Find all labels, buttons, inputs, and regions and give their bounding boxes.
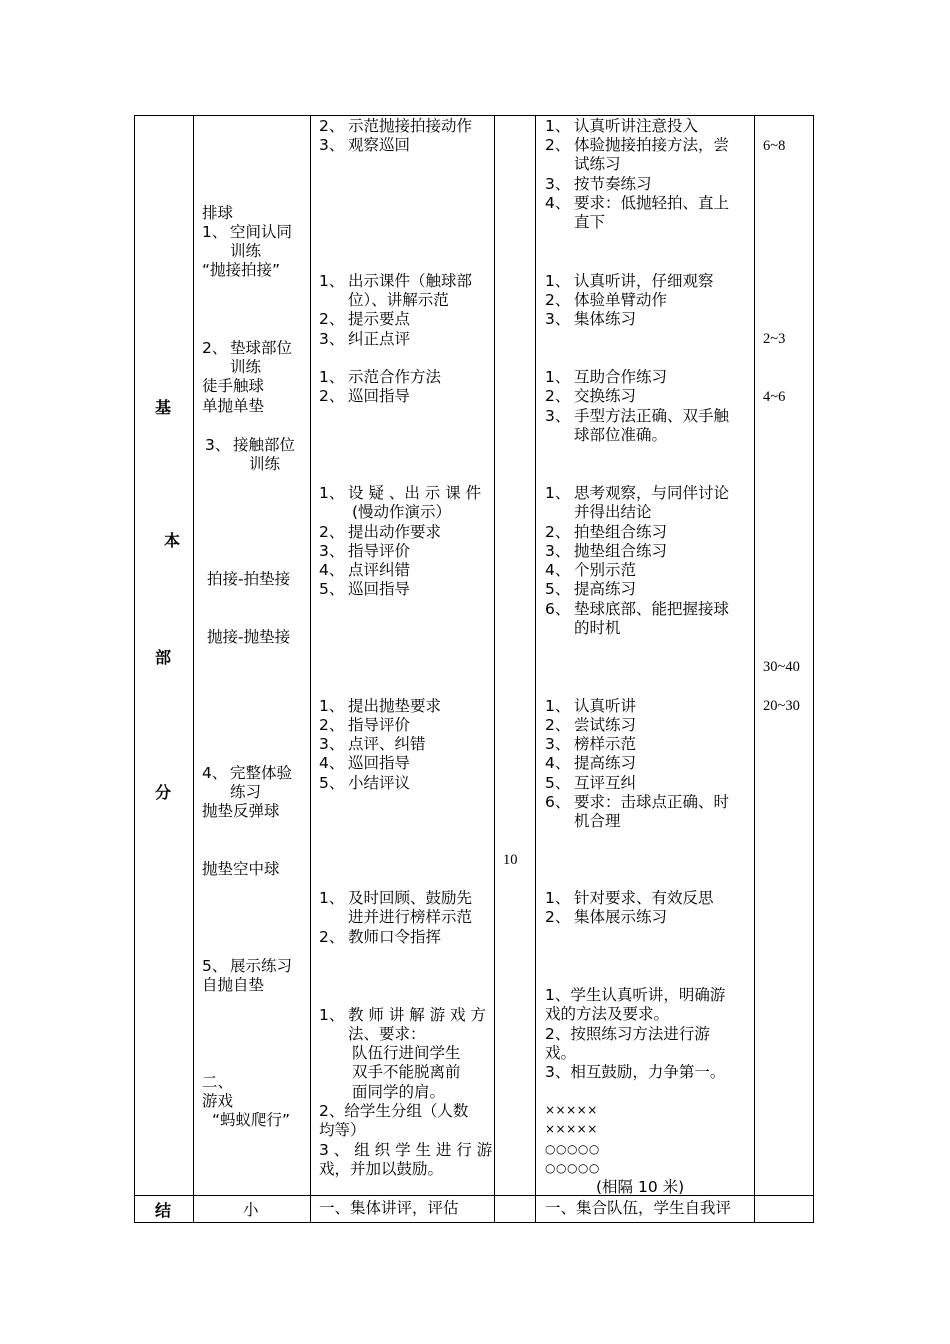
item-number: 1、 [319,1006,345,1024]
item-number: 2、 [319,716,345,734]
item-number: 3、 [545,310,571,328]
student-text: 球部位准确。 [574,426,668,444]
item-number: 3、 [545,735,571,753]
item-text: 巡回指导 [348,580,411,598]
content-text: 徒手触球 [202,377,265,395]
item-number: 2、 [545,291,571,309]
student-text: 戏。 [545,1044,577,1062]
item-text: 及时回顾、鼓励先 [348,889,473,907]
student-item [545,889,714,908]
student-item [545,272,714,291]
teacher-text: 面同学的肩。 [352,1083,446,1101]
item-number: 2、 [319,523,345,541]
item-number: 5、 [545,580,571,598]
student-text: 1、学生认真听讲，明确游 [545,986,726,1004]
item-text: 要求：低抛轻拍、直上 [574,194,730,212]
item-number: 3、 [319,136,345,154]
student-item [545,793,729,812]
content-item-2 [202,339,292,358]
item-text: 交换练习 [574,387,637,405]
item-number: 4、 [545,754,571,772]
item-number: 2、 [319,387,345,405]
content-text: “抛接拍接” [202,261,281,279]
item-number: 1、 [545,272,571,290]
time-value: 6~8 [763,138,786,154]
item-text: 完整体验 [230,764,293,782]
student-text: 并得出结论 [574,503,652,521]
teacher-item [319,117,472,136]
student-text: 的时机 [574,619,621,637]
item-number: 4、 [545,194,571,212]
student-item [545,716,636,735]
item-text: 点评纠错 [348,561,411,579]
teacher-item [319,1006,486,1025]
content-text: 训练 [249,455,281,473]
item-text: 互评互纠 [574,774,637,792]
item-number: 1、 [545,368,571,386]
content-text: 二、 [202,1073,234,1091]
teacher-item [319,484,481,503]
content-text: 抛垫空中球 [202,860,280,878]
student-item [545,387,636,406]
item-text: 提高练习 [574,580,637,598]
student-text: 3、相互鼓励，力争第一。 [545,1063,726,1081]
student-item [545,774,636,793]
item-text: 出示课件（触球部 [348,272,473,290]
section-label-ji: 基 [155,398,172,417]
item-text: 集体展示练习 [574,908,668,926]
teacher-text: 双手不能脱离前 [352,1063,461,1081]
content-text: 抛垫反弹球 [202,802,280,820]
section-label-jie: 结 [155,1201,172,1220]
formation-row: ○○○○○ [545,1161,600,1175]
content-text: 训练 [230,242,262,260]
student-item [545,291,667,310]
item-number: 5、 [545,774,571,792]
item-number: 2、 [545,523,571,541]
item-text: 抛垫组合练习 [574,542,668,560]
item-text: 提出动作要求 [348,523,442,541]
content-text: 拍接-拍垫接 [207,570,291,588]
content-text: 训练 [230,358,262,376]
item-text: 按节奏练习 [574,175,652,193]
student-item [545,310,636,329]
teacher-item [319,697,441,716]
item-number: 1、 [545,484,571,502]
column-divider [193,115,194,1223]
content-item-5 [202,957,292,976]
item-text: 榜样示范 [574,735,637,753]
item-text: 巡回指导 [348,754,411,772]
item-number: 2、 [319,928,345,946]
item-number: 3、 [205,436,231,454]
item-text: 指导评价 [348,716,411,734]
item-text: 提示要点 [348,310,411,328]
teacher-text: 位）、讲解示范 [348,291,449,309]
teacher-text: (慢动作演示） [352,503,452,521]
item-text: 纠正点评 [348,330,411,348]
item-number: 6、 [545,793,571,811]
item-text: 空间认同 [230,223,293,241]
item-number: 1、 [319,697,345,715]
student-item [545,561,636,580]
student-item [545,117,698,136]
teacher-item [319,136,410,155]
column-divider [754,115,755,1223]
item-number: 2、 [202,339,228,357]
teacher-item [319,580,410,599]
item-number: 2、 [545,387,571,405]
student-text: 戏的方法及要求。 [545,1005,670,1023]
item-text: 垫球部位 [230,339,293,357]
item-number: 2、 [545,136,571,154]
formation-spacing: (相隔 10 米) [596,1178,685,1196]
formation-row: ○○○○○ [545,1142,600,1156]
column-divider [310,115,311,1223]
item-text: 提高练习 [574,754,637,772]
item-number: 5、 [319,774,345,792]
content-item-1 [202,223,292,242]
column-divider [535,115,536,1223]
section-label-fen: 分 [155,783,172,802]
item-text: 提出抛垫要求 [348,697,442,715]
content-volleyball: 排球 [202,204,234,222]
student-item [545,908,667,927]
teacher-item [319,387,410,406]
teacher-text: 均等） [319,1121,366,1139]
column-divider [494,115,495,1223]
section-label-bu: 部 [155,648,172,667]
item-number: 2、 [545,716,571,734]
count-value: 10 [503,852,518,868]
content-text: 游戏 [202,1092,234,1110]
item-number: 3、 [319,542,345,560]
item-number: 1、 [319,484,345,502]
teacher-item [319,774,410,793]
teacher-item [319,542,410,561]
item-text: 认真听讲 [574,697,637,715]
item-text: 观察巡回 [348,136,411,154]
teacher-item [319,561,410,580]
formation-row: ××××× [545,1103,598,1117]
content-text: 自抛自垫 [202,976,265,994]
item-text: 思考观察，与同伴讨论 [574,484,730,502]
content-text: 单抛单垫 [202,397,265,415]
student-text: 试练习 [574,155,621,173]
item-text: 示范合作方法 [348,368,442,386]
item-text: 展示练习 [230,957,293,975]
item-number: 3、 [319,330,345,348]
teacher-item [319,272,472,291]
item-text: 尝试练习 [574,716,637,734]
item-number: 3、 [545,542,571,560]
item-text: 个别示范 [574,561,637,579]
item-number: 4、 [319,754,345,772]
item-text: 接触部位 [233,436,296,454]
item-text: 集体练习 [574,310,637,328]
item-number: 5、 [202,957,228,975]
item-text: 教师口令指挥 [348,928,442,946]
item-number: 1、 [545,889,571,907]
student-item [545,580,636,599]
student-text: 直下 [574,213,606,231]
item-number: 2、 [545,908,571,926]
item-text: 设 疑 、出 示 课 件 [348,484,482,502]
teacher-item [319,368,441,387]
item-number: 3、 [545,407,571,425]
item-text: 巡回指导 [348,387,411,405]
student-text: 2、按照练习方法进行游 [545,1025,710,1043]
teacher-text: 进并进行榜样示范 [348,908,473,926]
teacher-item [319,754,410,773]
item-text: 认真听讲注意投入 [574,117,699,135]
item-number: 3、 [545,175,571,193]
item-number: 3、 [319,735,345,753]
student-text: 一、集合队伍，学生自我评 [545,1199,732,1217]
student-item [545,542,667,561]
item-number: 1、 [545,697,571,715]
teacher-text: 队伍行进间学生 [352,1044,461,1062]
teacher-item [319,523,441,542]
item-number: 4、 [202,764,228,782]
student-item [545,407,729,426]
item-number: 1、 [319,889,345,907]
item-number: 1、 [319,272,345,290]
teacher-item [319,716,410,735]
item-number: 2、 [319,310,345,328]
student-item [545,735,636,754]
item-text: 拍垫组合练习 [574,523,668,541]
item-text: 要求：击球点正确、时 [574,793,730,811]
item-number: 1、 [545,117,571,135]
item-number: 1、 [319,368,345,386]
teacher-text: 法、要求： [348,1025,426,1043]
item-text: 点评、纠错 [348,735,426,753]
teacher-text: 一、集体讲评，评估 [319,1199,459,1217]
item-text: 垫球底部、能把握接球 [574,600,730,618]
teacher-text: 戏，并加以鼓励。 [319,1160,444,1178]
item-text: 体验抛接拍接方法，尝 [574,136,730,154]
item-text: 针对要求、有效反思 [574,889,714,907]
item-text: 指导评价 [348,542,411,560]
teacher-item [319,330,410,349]
teacher-text: 3 、 组 织 学 生 进 行 游 [319,1141,493,1159]
content-text: 抛接-抛垫接 [207,628,291,646]
item-number: 2、 [319,117,345,135]
item-number: 6、 [545,600,571,618]
time-value: 4~6 [763,389,786,405]
item-text: 小结评议 [348,774,411,792]
teacher-item [319,928,441,947]
student-item [545,600,729,619]
content-item-4 [202,764,292,783]
teacher-item [319,310,410,329]
content-text: 小 [243,1201,259,1219]
formation-row: ××××× [545,1122,598,1136]
time-value: 2~3 [763,331,786,347]
item-text: 手型方法正确、双手触 [574,407,730,425]
teacher-text: 2、给学生分组（人数 [319,1102,469,1120]
teacher-item [319,735,426,754]
student-item [545,754,636,773]
row-divider [134,1195,814,1196]
item-text: 教 师 讲 解 游 戏 方 [348,1006,487,1024]
item-text: 认真听讲，仔细观察 [574,272,714,290]
item-number: 4、 [545,561,571,579]
content-item-3 [205,436,295,455]
time-value: 20~30 [763,698,800,714]
student-item [545,194,729,213]
student-item [545,697,636,716]
section-label-ben: 本 [164,531,181,550]
time-value: 30~40 [763,659,800,675]
student-text: 机合理 [574,812,621,830]
item-number: 5、 [319,580,345,598]
item-number: 1、 [202,223,228,241]
student-item [545,523,667,542]
student-item [545,484,729,503]
teacher-item [319,889,472,908]
student-item [545,175,652,194]
item-text: 体验单臂动作 [574,291,668,309]
item-text: 示范抛接拍接动作 [348,117,473,135]
student-item [545,368,667,387]
content-text: “蚂蚁爬行” [212,1111,291,1129]
content-text: 练习 [230,783,262,801]
student-item [545,136,729,155]
item-text: 互助合作练习 [574,368,668,386]
item-number: 4、 [319,561,345,579]
